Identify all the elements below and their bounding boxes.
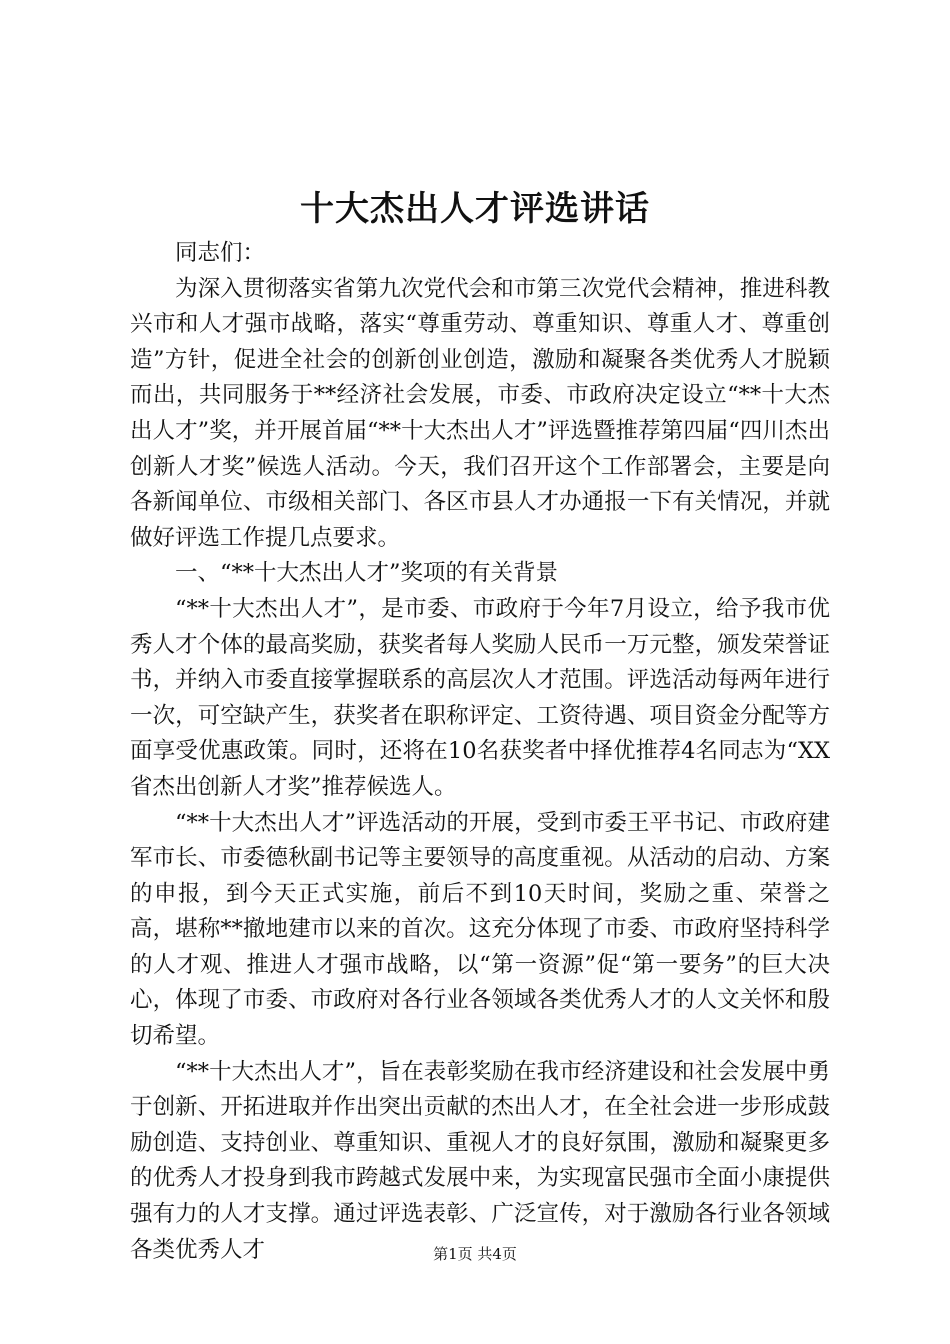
intro-paragraph: 为深入贯彻落实省第九次党代会和市第三次党代会精神，推进科教兴市和人才强市战略，落实“尊重劳动、尊重知识、尊重人才、尊重创造”方针，促进全社会的创新创业创造，激励和凝聚各类优秀人才脱颖而出，共同服务于**经济社会发展，市委、市政府决定设立“**十大杰出人才”奖，并开展首届“**十大杰出人才”评选暨推荐第四届“四川杰出创新人才奖”候选人活动。今天，我们召开这个工作部署会，主要是向各新闻单位、市级相关部门、各区市县人才办通报一下有关情况，并就做好评选工作提几点要求。 bbox=[130, 275, 830, 551]
section-heading: 一、“**十大杰出人才”奖项的有关背景 bbox=[175, 560, 559, 587]
document-title: 十大杰出人才评选讲话 bbox=[300, 189, 650, 229]
body-paragraph: “**十大杰出人才”，是市委、市政府于今年7月设立，给予我市优秀人才个体的最高奖励，获奖者每人奖励人民币一万元整，颁发荣誉证书，并纳入市委直接掌握联系的高层次人才范围。评选活动每两年进行一次，可空缺产生，获奖者在职称评定、工资待遇、项目资金分配等方面享受优惠政策。同时，还将在10名获奖者中择优推荐4名同志为“XX省杰出创新人才奖”推荐候选人。 bbox=[130, 595, 830, 800]
body-paragraph: “**十大杰出人才”评选活动的开展，受到市委王平书记、市政府建军市长、市委德秋副书记等主要领导的高度重视。从活动的启动、方案的申报，到今天正式实施，前后不到10天时间，奖励之重、荣誉之高，堪称**撤地建市以来的首次。这充分体现了市委、市政府坚持科学的人才观、推进人才强市战略，以“第一资源”促“第一要务”的巨大决心，体现了市委、市政府对各行业各领域各类优秀人才的人文关怀和殷切希望。 bbox=[130, 809, 830, 1050]
body-paragraph: “**十大杰出人才”，旨在表彰奖励在我市经济建设和社会发展中勇于创新、开拓进取并作出突出贡献的杰出人才，在全社会进一步形成鼓励创造、支持创业、尊重知识、重视人才的良好氛围，激励和凝聚更多的优秀人才投身到我市跨越式发展中来，为实现富民强市全面小康提供强有力的人才支撑。通过评选表彰、广泛宣传，对于激励各行业各领域各类优秀人才 bbox=[130, 1058, 830, 1263]
salutation-paragraph: 同志们： bbox=[175, 240, 266, 266]
document-body bbox=[130, 236, 830, 1268]
page-footer: 第1页 共4页 bbox=[433, 1245, 517, 1263]
